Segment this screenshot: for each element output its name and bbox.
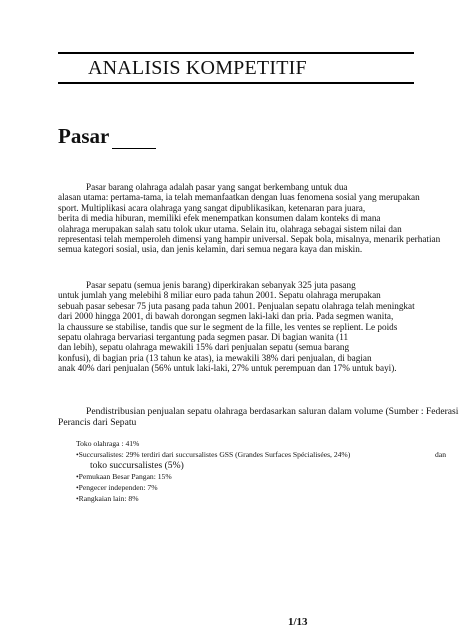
paragraph-line: semua kategori sosial, usia, dan jenis kelamin, dari semua negara kaya dan miskin.: [58, 244, 363, 255]
list-item: •Pengecer independen: 7%: [76, 483, 158, 492]
paragraph-line: la chaussure se stabilise, tandis que sur le segment de la fille, les ventes se replient. Le poids: [58, 321, 398, 332]
paragraph-line: Perancis dari Sepatu: [58, 417, 137, 428]
paragraph-line: dari 2000 hingga 2001, di bawah dorongan segmen laki-laki dan pria. Pada segmen wanita,: [58, 311, 394, 322]
paragraph-line: Pasar barang olahraga adalah pasar yang sangat berkembang untuk dua: [86, 182, 348, 192]
paragraph-line: berita di media hiburan, memiliki efek menempatkan konsumen dalam konteks di mana: [58, 213, 381, 224]
paragraph-line: sepatu olahraga bervariasi tergantung pada segmen pasar. Di bagian wanita (11: [58, 332, 349, 343]
paragraph-line: dan lebih), sepatu olahraga mewakili 15% dari penjualan sepatu (semua barang: [58, 342, 350, 353]
list-item: •Rangkaian lain: 8%: [76, 494, 139, 503]
paragraph-line: Pendistribusian penjualan sepatu olahraga berdasarkan saluran dalam volume (Sumber : Federasi: [86, 406, 459, 417]
list-item: Toko olahraga : 41%: [76, 439, 140, 448]
paragraph-line: konfusi), di bagian pria (13 tahun ke atas), ia mewakili 38% dari penjualan, di bagian: [58, 352, 372, 363]
list-item: [76, 449, 446, 460]
paragraph-line: anak 40% dari penjualan (56% untuk laki-laki, 27% untuk perempuan dan 17% untuk bayi).: [58, 363, 397, 374]
list-item: •Pemukaan Besar Pangan: 15%: [76, 472, 172, 481]
paragraph-line: Pasar sepatu (semua jenis barang) diperkirakan sebanyak 325 juta pasang: [86, 280, 356, 290]
paragraph-line: sebuah pasar sebesar 75 juta pasang pada tahun 2001. Penjualan sepatu olahraga telah meningkat: [58, 300, 415, 311]
document-title: ANALISIS KOMPETITIF: [88, 57, 307, 79]
list-item-text: dan: [435, 450, 446, 459]
paragraph-distribution-intro: [58, 406, 459, 428]
section-heading: Pasar: [58, 124, 110, 148]
paragraph-line: untuk jumlah yang melebihi 8 miliar euro pada tahun 2001. Sepatu olahraga merupakan: [58, 290, 381, 301]
list-item-text: •Succursalistes: 29% terdiri dari succursalistes GSS (Grandes Surfaces Spécialisées, 24%): [76, 450, 351, 459]
distribution-list: [76, 438, 446, 504]
paragraph-shoe-market: [58, 280, 420, 374]
paragraph-market-overview: [58, 182, 441, 255]
paragraph-line: olahraga merupakan salah satu tolok ukur utama. Selain itu, olahraga sebagai sistem nilai dan: [58, 223, 402, 234]
paragraph-line: representasi telah memperoleh dimensi yang hampir universal. Sepak bola, misalnya, menarik perhatian: [58, 234, 441, 245]
page-number: 1/13: [288, 616, 308, 628]
heading-underline: [112, 148, 156, 149]
paragraph-line: alasan utama: pertama-tama, ia telah memanfaatkan dengan luas fenomena sosial yang merupakan: [58, 192, 420, 203]
list-item-continuation: toko succursalistes (5%): [90, 460, 184, 471]
paragraph-line: sport. Multiplikasi acara olahraga yang sangat dipublikasikan, ketenaran para juara,: [58, 202, 366, 213]
document-title-box: [58, 52, 414, 84]
